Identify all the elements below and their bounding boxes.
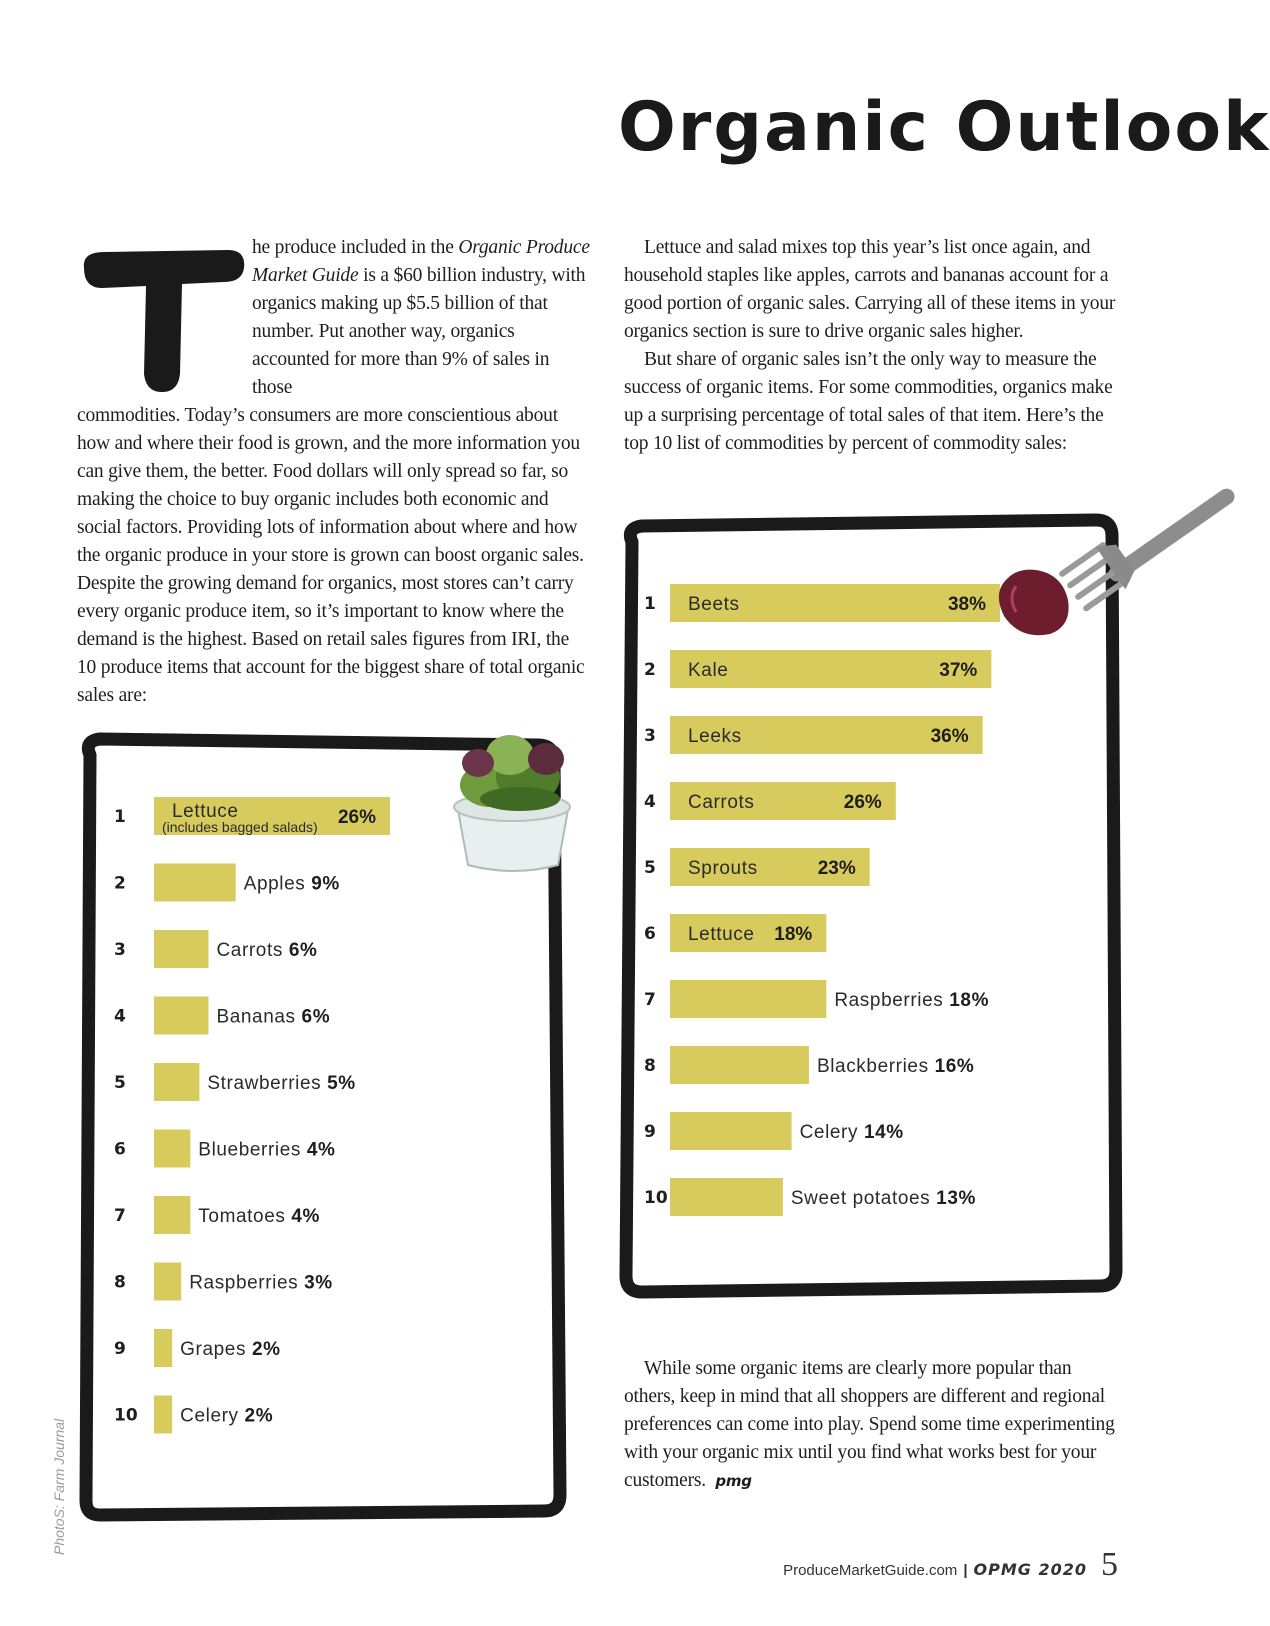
bar-rank: 7 (114, 1206, 126, 1226)
bar-rank: 8 (114, 1272, 126, 1293)
bar-category-label: Carrots (688, 792, 755, 813)
bar-rank: 3 (644, 726, 656, 746)
bar-category-label: Leeks (688, 726, 742, 747)
page-title: Organic Outlook (618, 88, 1270, 167)
footer-site-link[interactable]: ProduceMarketGuide.com (783, 1562, 958, 1579)
bar (154, 997, 208, 1035)
bar-rank: 1 (114, 807, 126, 827)
closing-text: While some organic items are clearly more popular than others, keep in mind that all shoppers are different and regional preferences can come into play. Spend some time experimenting with your organic mix until you find what works best for your customers. (624, 1358, 1115, 1491)
signature-mark: pmg (715, 1472, 752, 1490)
bar-rank: 4 (644, 792, 656, 812)
bar (154, 1396, 172, 1434)
right-paragraph-1: Lettuce and salad mixes top this year’s list once again, and household staples like apples, carrots and bananas account for a good portion of organic sales. Carrying all of these items in your organics section is sure to drive organic sales higher. (624, 237, 1116, 342)
bar-rank: 3 (114, 940, 126, 960)
bar-value-label: 18% (774, 924, 813, 945)
bar-category-label: Tomatoes 4% (198, 1206, 321, 1227)
bar-row (644, 716, 983, 754)
bar-row (114, 997, 330, 1035)
bar (670, 980, 826, 1018)
footer-separator: | (963, 1562, 968, 1579)
photo-credit: PhotoS: Farm Journal (51, 1418, 67, 1555)
bar-value-label: 37% (939, 660, 978, 681)
bar-rank: 1 (644, 594, 656, 614)
bar-value-label: 6% (288, 940, 318, 961)
bar (670, 1112, 792, 1150)
footer-issue: OPMG 2020 (973, 1560, 1087, 1579)
bars-right (644, 584, 1000, 1216)
bar (154, 1063, 199, 1101)
bar-value-label: 26% (337, 807, 376, 828)
bar-row (644, 1178, 976, 1216)
bar-rank: 10 (114, 1405, 138, 1426)
bar (670, 1046, 809, 1084)
page-footer (783, 1546, 1118, 1584)
bar-value-label: 2% (244, 1405, 274, 1427)
bar-category-label: Sweet potatoes 13% (790, 1188, 976, 1209)
bar-value-label: 23% (817, 858, 856, 879)
bar-rank: 9 (114, 1339, 126, 1359)
bar (154, 930, 208, 968)
bar-row (644, 584, 1000, 622)
bar-category-label: Bananas 6% (216, 1006, 331, 1028)
organic-percent-commodity-chart (612, 500, 1200, 1330)
bar-row (114, 1263, 333, 1301)
bar-rank: 2 (114, 873, 126, 894)
right-paragraph-2: But share of organic sales isn’t the only way to measure the success of organic items. For some commodities, organics make up a surprising percentage of total sales of that item. Here’s the top 10 list of commodities by percent of commodity sales: (624, 349, 1113, 454)
organic-sales-share-chart (70, 715, 580, 1545)
bar-rank: 5 (114, 1073, 126, 1093)
bar-row (644, 782, 896, 820)
drop-cap (78, 246, 248, 396)
page-number: 5 (1101, 1546, 1118, 1583)
bar-category-label: Lettuce (172, 801, 239, 822)
intro-paragraph-start (252, 234, 592, 402)
bar-rank: 7 (644, 990, 656, 1010)
bar-category-label: Kale (688, 660, 729, 681)
bar-row (114, 797, 390, 835)
bar-value-label: 9% (311, 873, 340, 895)
bar (154, 1196, 190, 1234)
bar-value-label: 38% (947, 594, 986, 615)
bar-value-label: 4% (291, 1206, 321, 1227)
guide-title: Organic Produce Market Guide (252, 237, 590, 286)
right-column-intro (624, 234, 1124, 458)
bar-category-label: Grapes 2% (180, 1339, 281, 1360)
bar-value-label: 26% (843, 792, 882, 813)
bar-category-label: Sprouts (688, 858, 758, 879)
bar-category-label: Raspberries 3% (189, 1272, 333, 1294)
bar-value-label: 3% (304, 1272, 333, 1294)
bar-row (114, 1396, 273, 1434)
bar-category-label: Raspberries 18% (834, 990, 990, 1011)
bar-rank: 9 (644, 1122, 656, 1142)
bar-row (644, 980, 989, 1018)
bar-rank: 5 (644, 858, 656, 878)
bar-category-label: Strawberries 5% (207, 1073, 356, 1094)
bar-row (644, 914, 826, 952)
bar-row (114, 1196, 320, 1234)
bar-rank: 4 (114, 1006, 126, 1027)
bar-value-label: 36% (930, 726, 969, 747)
bar (154, 864, 236, 902)
bar-rank: 10 (644, 1188, 668, 1208)
bar-value-label: 13% (936, 1188, 976, 1209)
bar-note: (includes bagged salads) (162, 819, 318, 835)
bar-row (114, 930, 318, 968)
bar-value-label: 4% (306, 1139, 336, 1161)
bar-row (644, 1112, 904, 1150)
bar-category-label: Celery 2% (180, 1405, 274, 1427)
bars-left (114, 797, 390, 1434)
bar-value-label: 14% (863, 1122, 904, 1143)
intro-paragraph-continued: commodities. Today’s consumers are more conscientious about how and where their food is grown, and the more information you can give them, the better. Food dollars will only spread so far, so making the choice to buy organic includes both economic and social factors. Providing lots of information about where and how the organic produce in your store is grown can boost organic sales. Despite the growing demand for organics, most stores can’t carry every organic produce item, so it’s important to know where the demand is the highest. Based on retail sales figures from IRI, the 10 produce items that account for the biggest share of total organic sales are: (77, 405, 585, 706)
bar-category-label: Lettuce (688, 924, 755, 945)
bar (154, 1263, 181, 1301)
bar-rank: 6 (644, 924, 656, 944)
bar-category-label: Celery 14% (799, 1122, 904, 1143)
bar-row (644, 1046, 974, 1084)
bar-row (114, 864, 340, 902)
bar-rank: 6 (114, 1139, 126, 1160)
bar (670, 1178, 783, 1216)
bar-category-label: Blackberries 16% (816, 1056, 975, 1077)
bar-row (114, 1329, 281, 1367)
intro-text-post: is a $60 billion industry, with organics making up $5.5 billion of that number. Put another way, organics accounted for more than 9% of sales in those (252, 265, 586, 398)
bar-row (644, 848, 870, 886)
intro-text-pre: he produce included in the (252, 237, 459, 258)
bar-row (114, 1063, 356, 1101)
salad-bowl-illustration (454, 735, 570, 871)
bar-value-label: 16% (934, 1056, 975, 1077)
bar-category-label: Apples 9% (243, 873, 340, 895)
fork-with-beet-illustration (999, 464, 1244, 635)
closing-paragraph (624, 1355, 1124, 1495)
bar-rank: 8 (644, 1056, 656, 1076)
bar-value-label: 18% (949, 990, 990, 1011)
bar-category-label: Carrots 6% (216, 940, 318, 961)
bar-value-label: 2% (251, 1339, 281, 1360)
bar-row (644, 650, 991, 688)
bar-rank: 2 (644, 660, 656, 680)
bar (154, 1130, 190, 1168)
bar-value-label: 5% (327, 1073, 356, 1094)
bar-category-label: Beets (688, 594, 740, 615)
bar (154, 1329, 172, 1367)
bar-row (114, 1130, 336, 1168)
bar-category-label: Blueberries 4% (198, 1139, 336, 1161)
bar-value-label: 6% (301, 1006, 331, 1028)
